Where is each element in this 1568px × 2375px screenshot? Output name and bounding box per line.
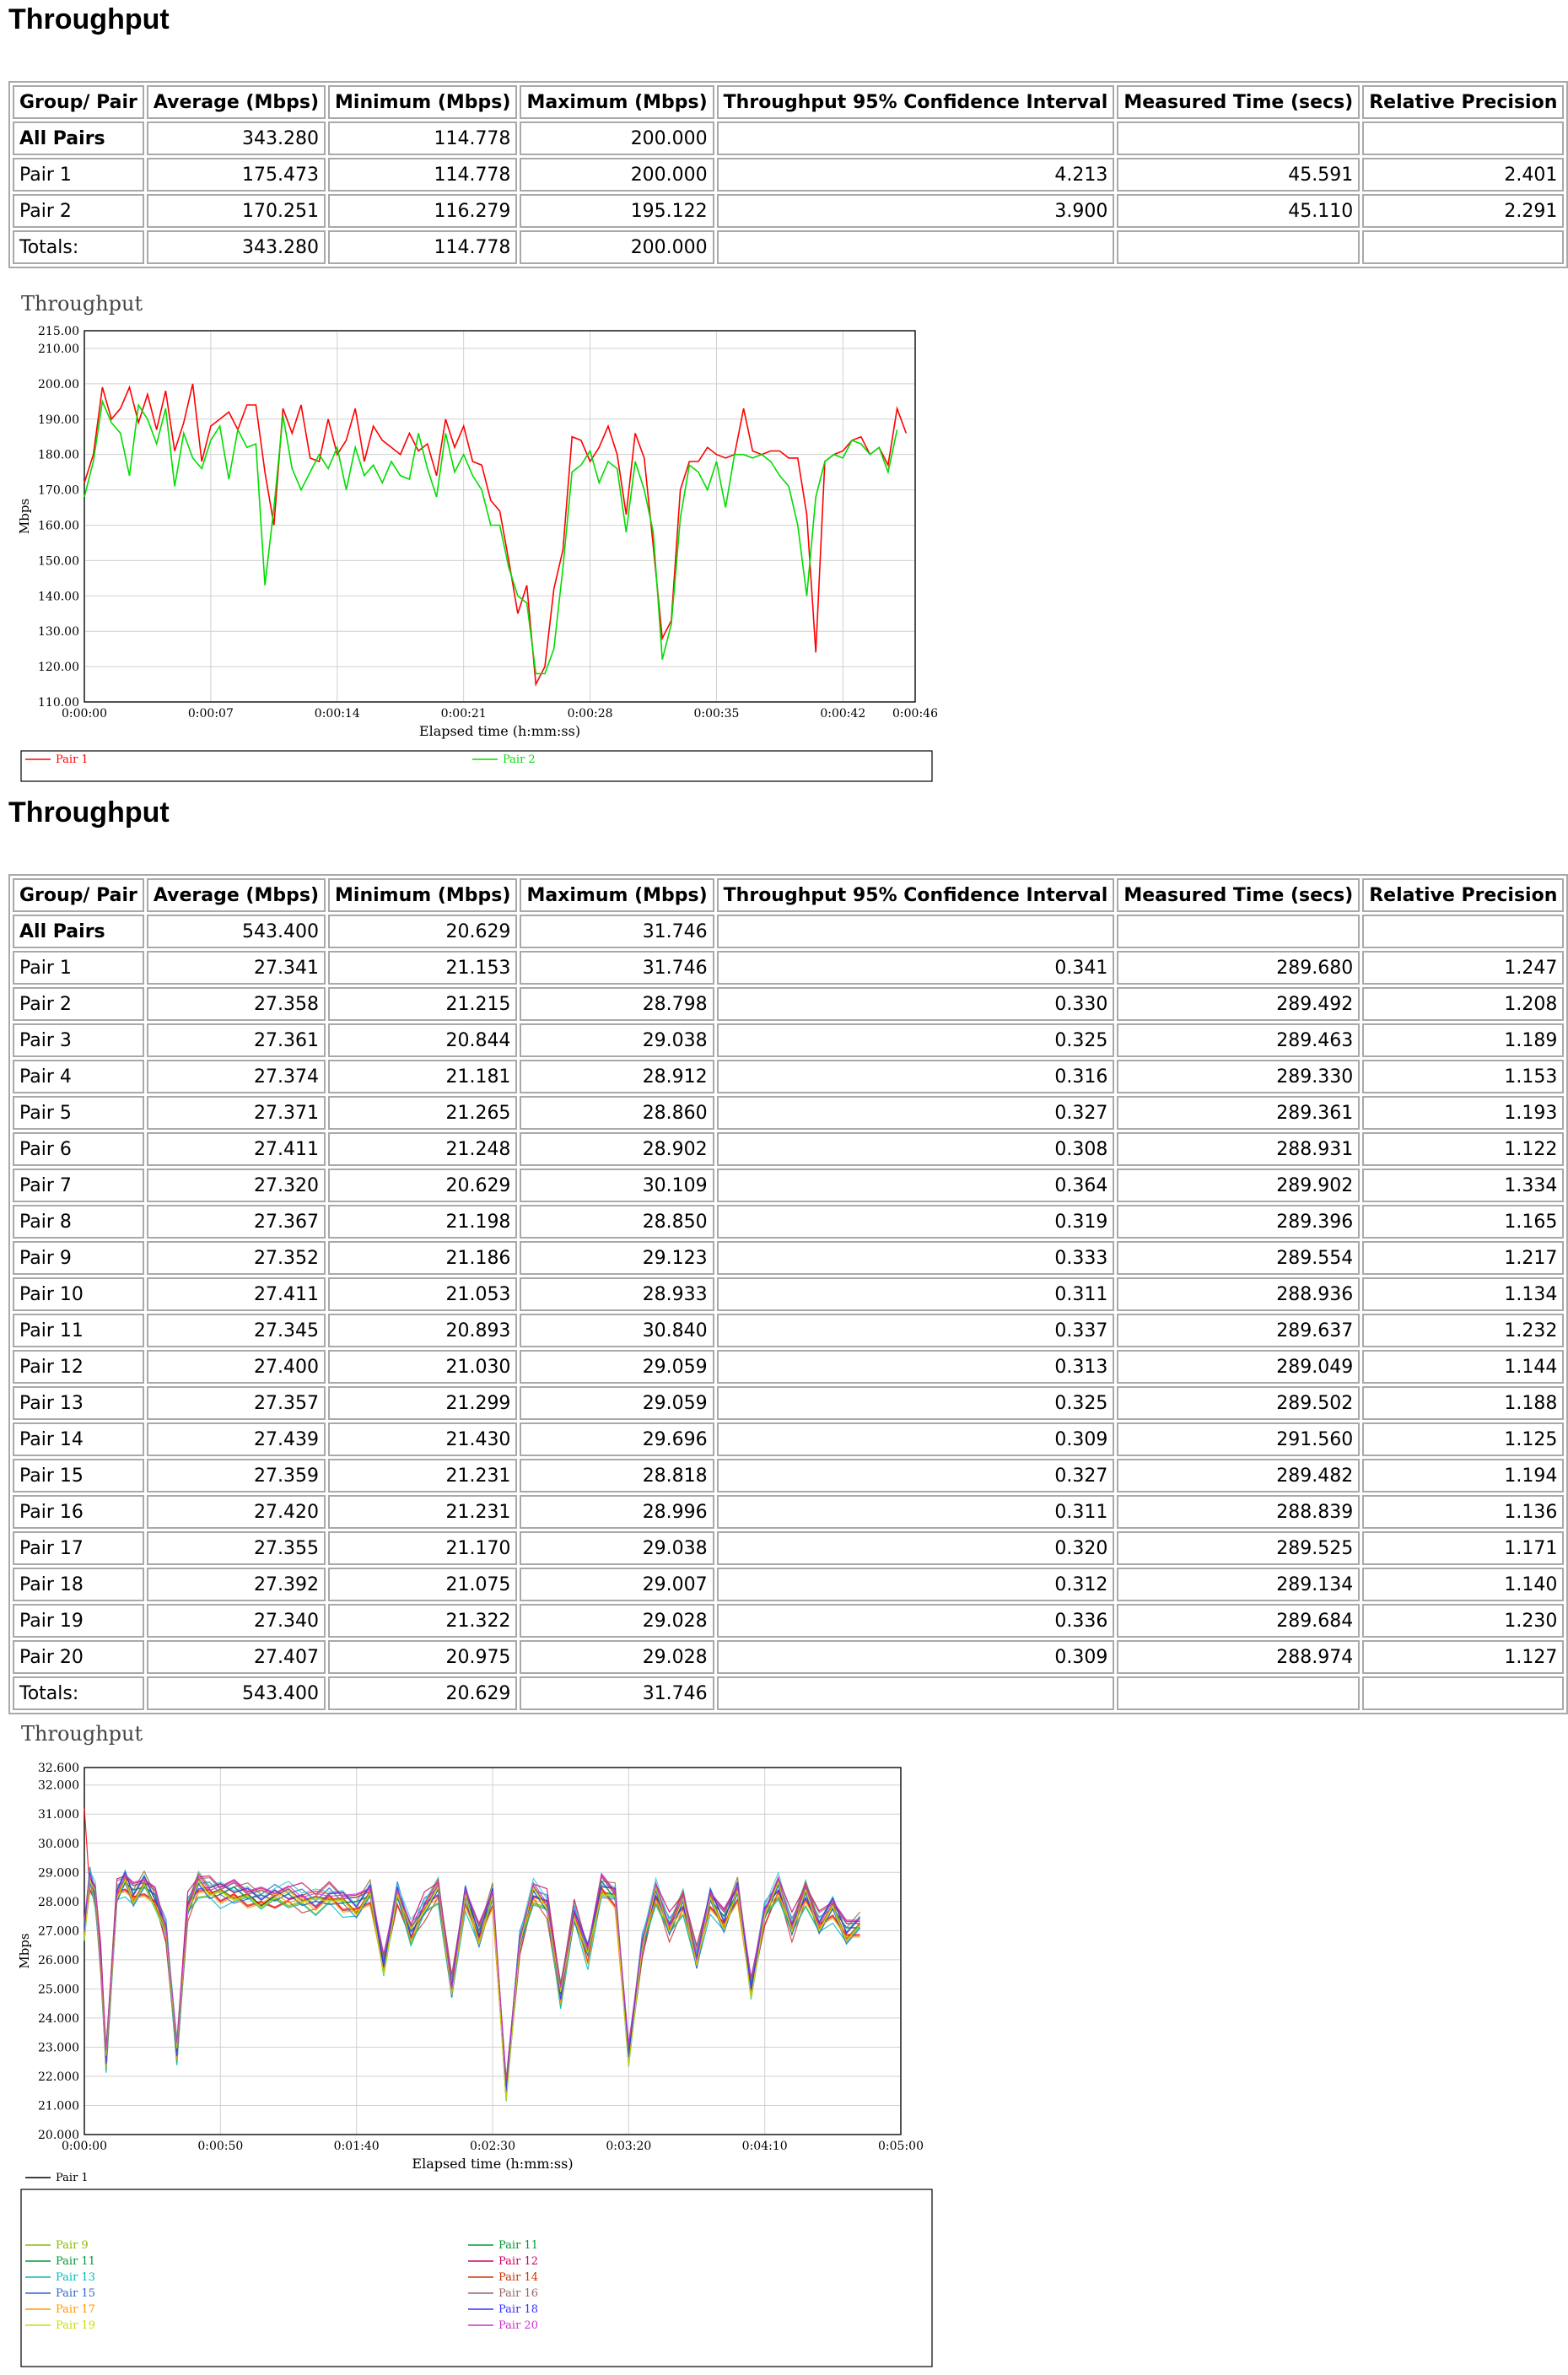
table-cell: 21.430	[328, 1422, 517, 1456]
x-tick-label: 0:00:00	[62, 707, 107, 721]
table-cell: 289.134	[1117, 1568, 1360, 1601]
plot-area	[84, 331, 915, 702]
column-header: Relative Precision	[1362, 878, 1564, 912]
row-label: Pair 9	[13, 1241, 144, 1275]
table-cell: 289.502	[1117, 1386, 1360, 1420]
table-cell: 21.181	[328, 1060, 517, 1093]
throughput-chart-2	[8, 1717, 936, 2371]
table-cell: 0.320	[717, 1531, 1115, 1565]
table-cell: 20.629	[328, 1676, 517, 1710]
x-axis-label: Elapsed time (h:mm:ss)	[418, 723, 581, 739]
table-cell: 27.361	[147, 1023, 326, 1057]
y-tick-label: 28.000	[38, 1895, 79, 1909]
table-cell: 29.028	[520, 1640, 714, 1674]
table-cell: 27.411	[147, 1132, 326, 1166]
row-label: Pair 3	[13, 1023, 144, 1057]
table-row	[13, 1495, 1564, 1529]
y-tick-label: 200.00	[38, 377, 79, 391]
table-cell: 2.401	[1362, 158, 1564, 192]
x-tick-label: 0:00:46	[892, 707, 938, 721]
row-label: Pair 13	[13, 1386, 144, 1420]
row-label: All Pairs	[13, 915, 144, 948]
table-cell: 0.325	[717, 1386, 1115, 1420]
table-cell: 21.153	[328, 951, 517, 985]
legend-label: Pair 2	[503, 753, 536, 766]
table-cell: 289.330	[1117, 1060, 1360, 1093]
table-cell: 0.337	[717, 1314, 1115, 1347]
column-header: Measured Time (secs)	[1117, 85, 1360, 119]
legend-label: Pair 18	[498, 2303, 538, 2316]
table-row	[13, 1459, 1564, 1492]
table-row	[13, 1350, 1564, 1384]
x-tick-label: 0:04:10	[741, 2140, 788, 2153]
row-label: All Pairs	[13, 121, 144, 155]
y-tick-label: 180.00	[38, 448, 79, 462]
table-cell: 1.334	[1362, 1169, 1564, 1202]
table-cell: 21.030	[328, 1350, 517, 1384]
table-cell: 1.232	[1362, 1314, 1564, 1347]
legend-label: Pair 12	[498, 2255, 538, 2268]
y-tick-label: 170.00	[38, 483, 79, 498]
legend-label: Pair 15	[56, 2287, 95, 2300]
table-header-row	[13, 85, 1564, 119]
table-cell: 4.213	[717, 158, 1115, 192]
column-header: Group/ Pair	[13, 85, 144, 119]
row-label: Pair 6	[13, 1132, 144, 1166]
table-cell: 27.359	[147, 1459, 326, 1492]
table-cell: 0.313	[717, 1350, 1115, 1384]
table-cell: 200.000	[520, 158, 714, 192]
table-cell: 289.492	[1117, 987, 1360, 1021]
table-cell	[1117, 121, 1360, 155]
table-cell: 21.322	[328, 1604, 517, 1638]
y-tick-label: 26.000	[38, 1953, 79, 1967]
table-row	[13, 1023, 1564, 1057]
table-cell: 21.186	[328, 1241, 517, 1275]
table-cell: 27.392	[147, 1568, 326, 1601]
table-cell: 289.684	[1117, 1604, 1360, 1638]
table-cell: 28.850	[520, 1205, 714, 1239]
table-cell: 288.931	[1117, 1132, 1360, 1166]
table-cell: 289.482	[1117, 1459, 1360, 1492]
x-tick-label: 0:00:07	[187, 707, 234, 721]
table-cell: 289.396	[1117, 1205, 1360, 1239]
table-row	[13, 1676, 1564, 1710]
table-cell: 1.247	[1362, 951, 1564, 985]
y-tick-label: 32.000	[38, 1779, 79, 1793]
y-tick-label: 22.000	[38, 2070, 79, 2084]
row-label: Pair 2	[13, 987, 144, 1021]
table-cell: 27.411	[147, 1277, 326, 1311]
table-row	[13, 1096, 1564, 1130]
table-cell: 27.358	[147, 987, 326, 1021]
legend-label: Pair 1	[56, 2172, 89, 2184]
y-tick-label: 160.00	[38, 519, 79, 533]
y-tick-label: 140.00	[38, 590, 79, 604]
table-cell: 1.193	[1362, 1096, 1564, 1130]
chart-title: Throughput	[21, 1722, 143, 1746]
table-cell: 291.560	[1117, 1422, 1360, 1456]
y-tick-label: 210.00	[38, 342, 79, 356]
y-tick-label: 29.000	[38, 1866, 79, 1881]
table-cell: 1.122	[1362, 1132, 1564, 1166]
table-cell: 1.189	[1362, 1023, 1564, 1057]
table-cell: 1.188	[1362, 1386, 1564, 1420]
x-tick-label: 0:00:42	[820, 707, 866, 721]
column-header: Measured Time (secs)	[1117, 878, 1360, 912]
table-cell: 1.134	[1362, 1277, 1564, 1311]
table-header-row	[13, 878, 1564, 912]
table-cell: 0.308	[717, 1132, 1115, 1166]
table-cell: 29.123	[520, 1241, 714, 1275]
table-cell: 45.110	[1117, 194, 1360, 228]
table-cell: 543.400	[147, 1676, 326, 1710]
table-cell: 170.251	[147, 194, 326, 228]
row-label: Pair 1	[13, 158, 144, 192]
table-cell: 21.215	[328, 987, 517, 1021]
table-row	[13, 1314, 1564, 1347]
table-cell: 289.902	[1117, 1169, 1360, 1202]
chart-title: Throughput	[21, 292, 143, 316]
table-row	[13, 121, 1564, 155]
table-cell	[1117, 915, 1360, 948]
table-cell: 21.299	[328, 1386, 517, 1420]
table-cell: 21.265	[328, 1096, 517, 1130]
row-label: Pair 4	[13, 1060, 144, 1093]
table-cell: 27.439	[147, 1422, 326, 1456]
row-label: Pair 15	[13, 1459, 144, 1492]
legend-label: Pair 11	[56, 2255, 95, 2268]
y-tick-label: 110.00	[38, 696, 79, 710]
table-row	[13, 1060, 1564, 1093]
legend-label: Pair 19	[56, 2319, 95, 2332]
table-cell: 0.330	[717, 987, 1115, 1021]
table-cell: 1.217	[1362, 1241, 1564, 1275]
y-tick-label: 32.600	[38, 1762, 79, 1775]
table-cell	[1362, 121, 1564, 155]
table-cell: 31.746	[520, 951, 714, 985]
y-tick-label: 31.000	[38, 1808, 79, 1822]
throughput-chart-1	[8, 287, 936, 785]
legend-box	[21, 2189, 932, 2367]
table-cell: 20.629	[328, 1169, 517, 1202]
table-row	[13, 1205, 1564, 1239]
table-cell: 343.280	[147, 121, 326, 155]
table-cell: 289.554	[1117, 1241, 1360, 1275]
table-cell: 27.357	[147, 1386, 326, 1420]
x-tick-label: 0:00:28	[567, 707, 613, 721]
table-row	[13, 1640, 1564, 1674]
table-cell: 175.473	[147, 158, 326, 192]
column-header: Average (Mbps)	[147, 878, 326, 912]
table-row	[13, 158, 1564, 192]
table-cell: 30.109	[520, 1169, 714, 1202]
table-cell: 21.053	[328, 1277, 517, 1311]
x-tick-label: 0:02:30	[470, 2140, 515, 2153]
table-cell: 21.075	[328, 1568, 517, 1601]
table-cell: 0.316	[717, 1060, 1115, 1093]
table-cell: 1.194	[1362, 1459, 1564, 1492]
table-cell: 20.893	[328, 1314, 517, 1347]
table-cell: 195.122	[520, 194, 714, 228]
row-label: Pair 16	[13, 1495, 144, 1529]
table-cell: 27.355	[147, 1531, 326, 1565]
legend-label: Pair 20	[498, 2319, 538, 2332]
column-header: Throughput 95% Confidence Interval	[717, 878, 1115, 912]
table-cell: 31.746	[520, 915, 714, 948]
table-cell: 0.309	[717, 1422, 1115, 1456]
table-cell	[1117, 1676, 1360, 1710]
table-cell: 1.144	[1362, 1350, 1564, 1384]
table-cell: 28.902	[520, 1132, 714, 1166]
y-tick-label: 190.00	[38, 413, 79, 427]
y-tick-label: 120.00	[38, 661, 79, 675]
table-cell: 28.912	[520, 1060, 714, 1093]
column-header: Minimum (Mbps)	[328, 85, 517, 119]
table-cell: 0.327	[717, 1096, 1115, 1130]
legend-label: Pair 9	[56, 2239, 89, 2252]
table-cell: 1.125	[1362, 1422, 1564, 1456]
table-cell: 29.059	[520, 1386, 714, 1420]
legend-label: Pair 11	[498, 2239, 538, 2252]
table-cell: 20.844	[328, 1023, 517, 1057]
table-row	[13, 1241, 1564, 1275]
row-label: Pair 5	[13, 1096, 144, 1130]
legend-label: Pair 13	[56, 2271, 95, 2284]
table-row	[13, 1568, 1564, 1601]
row-label: Pair 7	[13, 1169, 144, 1202]
table-row	[13, 1386, 1564, 1420]
table-cell: 30.840	[520, 1314, 714, 1347]
y-tick-label: 20.000	[38, 2129, 79, 2142]
table-cell: 29.007	[520, 1568, 714, 1601]
table-cell: 0.312	[717, 1568, 1115, 1601]
table-cell: 3.900	[717, 194, 1115, 228]
table-cell: 289.680	[1117, 951, 1360, 985]
table-cell: 0.341	[717, 951, 1115, 985]
table-cell: 114.778	[328, 230, 517, 264]
table-cell: 29.038	[520, 1023, 714, 1057]
column-header: Relative Precision	[1362, 85, 1564, 119]
table-cell: 0.333	[717, 1241, 1115, 1275]
table-row	[13, 230, 1564, 264]
table-cell	[1117, 230, 1360, 264]
table-row	[13, 951, 1564, 985]
table-cell	[717, 121, 1115, 155]
legend-label: Pair 16	[498, 2287, 538, 2300]
x-axis-label: Elapsed time (h:mm:ss)	[412, 2156, 574, 2172]
table-cell: 343.280	[147, 230, 326, 264]
table-cell: 27.407	[147, 1640, 326, 1674]
table-row	[13, 1169, 1564, 1202]
row-label: Pair 17	[13, 1531, 144, 1565]
x-tick-label: 0:03:20	[606, 2140, 652, 2153]
legend-label: Pair 14	[498, 2271, 538, 2284]
x-tick-label: 0:00:50	[197, 2140, 244, 2153]
table-row	[13, 194, 1564, 228]
table-cell: 1.165	[1362, 1205, 1564, 1239]
row-label: Totals:	[13, 230, 144, 264]
table-cell: 27.371	[147, 1096, 326, 1130]
table-cell: 31.746	[520, 1676, 714, 1710]
table-cell: 21.248	[328, 1132, 517, 1166]
table-cell: 28.860	[520, 1096, 714, 1130]
row-label: Pair 14	[13, 1422, 144, 1456]
table-cell: 289.637	[1117, 1314, 1360, 1347]
table-cell: 289.463	[1117, 1023, 1360, 1057]
table-cell: 289.525	[1117, 1531, 1360, 1565]
table-cell: 1.230	[1362, 1604, 1564, 1638]
table-cell: 0.311	[717, 1495, 1115, 1529]
table-cell: 27.341	[147, 951, 326, 985]
x-tick-label: 0:00:21	[440, 707, 487, 721]
table-row	[13, 1132, 1564, 1166]
row-label: Pair 12	[13, 1350, 144, 1384]
table-cell: 200.000	[520, 121, 714, 155]
x-tick-label: 0:00:00	[62, 2140, 107, 2153]
table-cell: 1.153	[1362, 1060, 1564, 1093]
table-cell: 27.345	[147, 1314, 326, 1347]
table-cell: 45.591	[1117, 158, 1360, 192]
legend-label: Pair 1	[56, 753, 89, 766]
table-cell	[717, 230, 1115, 264]
table-cell: 21.198	[328, 1205, 517, 1239]
table-row	[13, 1422, 1564, 1456]
table-cell: 27.367	[147, 1205, 326, 1239]
table-cell: 21.231	[328, 1495, 517, 1529]
y-tick-label: 27.000	[38, 1924, 79, 1939]
table-cell: 21.170	[328, 1531, 517, 1565]
table-cell: 1.136	[1362, 1495, 1564, 1529]
column-header: Maximum (Mbps)	[520, 85, 714, 119]
y-tick-label: 24.000	[38, 2011, 79, 2026]
table-cell: 289.361	[1117, 1096, 1360, 1130]
table-cell	[1362, 915, 1564, 948]
table-cell: 27.320	[147, 1169, 326, 1202]
table-cell: 288.936	[1117, 1277, 1360, 1311]
x-tick-label: 0:01:40	[333, 2140, 380, 2153]
table-cell: 29.038	[520, 1531, 714, 1565]
table-row	[13, 987, 1564, 1021]
table-cell: 1.127	[1362, 1640, 1564, 1674]
table-row	[13, 1531, 1564, 1565]
table-cell: 28.798	[520, 987, 714, 1021]
table-cell: 27.400	[147, 1350, 326, 1384]
table-cell: 29.696	[520, 1422, 714, 1456]
table-cell: 0.327	[717, 1459, 1115, 1492]
section1-title: Throughput	[8, 3, 170, 35]
row-label: Pair 1	[13, 951, 144, 985]
table-cell: 1.140	[1362, 1568, 1564, 1601]
table-cell: 288.839	[1117, 1495, 1360, 1529]
y-tick-label: 25.000	[38, 1983, 79, 1997]
table-cell: 0.311	[717, 1277, 1115, 1311]
row-label: Pair 8	[13, 1205, 144, 1239]
table-cell	[1362, 230, 1564, 264]
table-cell: 0.336	[717, 1604, 1115, 1638]
row-label: Pair 18	[13, 1568, 144, 1601]
table-cell: 27.340	[147, 1604, 326, 1638]
column-header: Group/ Pair	[13, 878, 144, 912]
table-cell: 20.629	[328, 915, 517, 948]
y-tick-label: 215.00	[38, 325, 79, 338]
table-cell: 114.778	[328, 121, 517, 155]
table-cell: 20.975	[328, 1640, 517, 1674]
throughput-table-2	[8, 874, 1568, 1714]
table-cell: 1.171	[1362, 1531, 1564, 1565]
legend-label: Pair 17	[56, 2303, 95, 2316]
table-cell: 0.309	[717, 1640, 1115, 1674]
table-cell: 27.420	[147, 1495, 326, 1529]
y-axis-label: Mbps	[17, 1933, 32, 1969]
table-cell: 289.049	[1117, 1350, 1360, 1384]
section2-title: Throughput	[8, 796, 170, 829]
y-tick-label: 30.000	[38, 1837, 79, 1851]
table-cell: 200.000	[520, 230, 714, 264]
table-cell: 28.818	[520, 1459, 714, 1492]
table-cell: 29.028	[520, 1604, 714, 1638]
table-cell: 2.291	[1362, 194, 1564, 228]
table-row	[13, 1277, 1564, 1311]
row-label: Pair 10	[13, 1277, 144, 1311]
legend-box	[21, 751, 932, 781]
column-header: Maximum (Mbps)	[520, 878, 714, 912]
x-tick-label: 0:00:35	[693, 707, 740, 721]
row-label: Pair 2	[13, 194, 144, 228]
table-cell: 21.231	[328, 1459, 517, 1492]
table-cell	[717, 1676, 1115, 1710]
table-cell: 27.352	[147, 1241, 326, 1275]
y-tick-label: 23.000	[38, 2041, 79, 2055]
table-cell	[717, 915, 1115, 948]
x-tick-label: 0:00:14	[314, 707, 360, 721]
table-cell: 27.374	[147, 1060, 326, 1093]
table-cell: 0.319	[717, 1205, 1115, 1239]
table-row	[13, 915, 1564, 948]
column-header: Throughput 95% Confidence Interval	[717, 85, 1115, 119]
throughput-table-1	[8, 81, 1568, 268]
table-cell: 543.400	[147, 915, 326, 948]
table-cell: 0.364	[717, 1169, 1115, 1202]
table-cell: 1.208	[1362, 987, 1564, 1021]
table-cell	[1362, 1676, 1564, 1710]
table-cell: 116.279	[328, 194, 517, 228]
table-cell: 114.778	[328, 158, 517, 192]
table-cell: 28.933	[520, 1277, 714, 1311]
table-cell: 0.325	[717, 1023, 1115, 1057]
column-header: Minimum (Mbps)	[328, 878, 517, 912]
x-tick-label: 0:05:00	[878, 2140, 924, 2153]
row-label: Pair 20	[13, 1640, 144, 1674]
table-cell: 29.059	[520, 1350, 714, 1384]
y-tick-label: 130.00	[38, 625, 79, 640]
y-axis-label: Mbps	[17, 498, 32, 535]
row-label: Totals:	[13, 1676, 144, 1710]
table-cell: 288.974	[1117, 1640, 1360, 1674]
y-tick-label: 21.000	[38, 2099, 79, 2113]
table-row	[13, 1604, 1564, 1638]
y-tick-label: 150.00	[38, 554, 79, 569]
row-label: Pair 19	[13, 1604, 144, 1638]
row-label: Pair 11	[13, 1314, 144, 1347]
table-cell: 28.996	[520, 1495, 714, 1529]
column-header: Average (Mbps)	[147, 85, 326, 119]
